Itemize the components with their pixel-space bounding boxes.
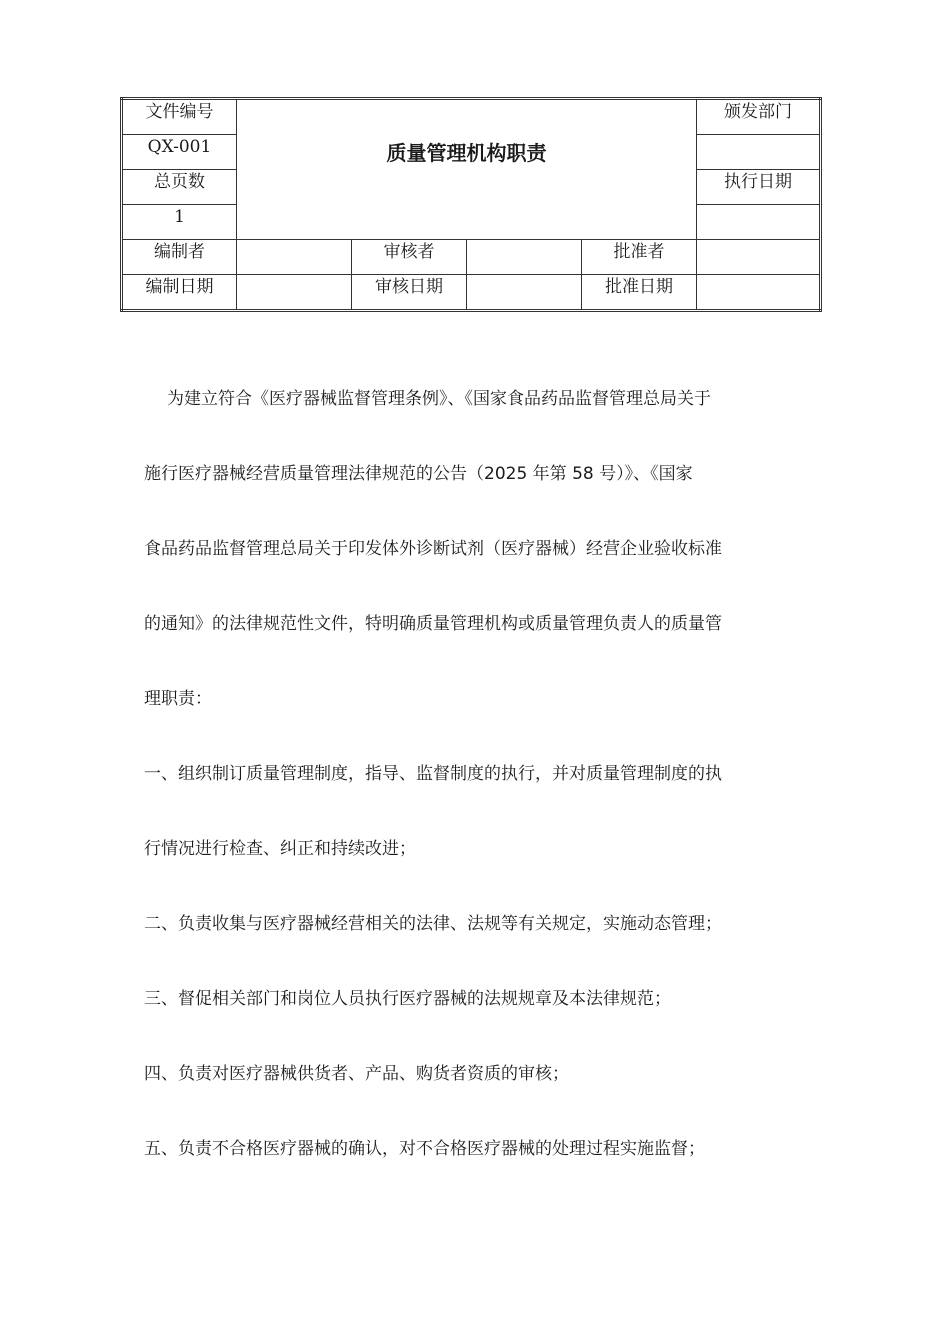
body-line: 三、督促相关部门和岗位人员执行医疗器械的法规规章及本法律规范； xyxy=(144,989,671,1009)
issuing-dept-value xyxy=(697,135,821,170)
approver-value xyxy=(697,240,821,275)
body-line: 行情况进行检查、纠正和持续改进； xyxy=(144,839,416,859)
approve-date-value xyxy=(697,275,821,311)
review-date-value xyxy=(467,275,582,311)
review-date-label: 审核日期 xyxy=(352,275,467,311)
approver-label: 批准者 xyxy=(582,240,697,275)
body-line: 一、组织制订质量管理制度，指导、监督制度的执行，并对质量管理制度的执 xyxy=(144,764,722,784)
author-label: 编制者 xyxy=(122,240,237,275)
file-number-value: QX-001 xyxy=(122,135,237,170)
reviewer-value xyxy=(467,240,582,275)
body-line: 为建立符合《医疗器械监督管理条例》、《国家食品药品监督管理总局关于 xyxy=(167,389,711,409)
execution-date-label: 执行日期 xyxy=(697,170,821,205)
author-value xyxy=(237,240,352,275)
approve-date-label: 批准日期 xyxy=(582,275,697,311)
document-body xyxy=(144,362,814,1187)
reviewer-label: 审核者 xyxy=(352,240,467,275)
body-line: 四、负责对医疗器械供货者、产品、购货者资质的审核； xyxy=(144,1064,569,1084)
author-date-value xyxy=(237,275,352,311)
body-line: 食品药品监督管理总局关于印发体外诊断试剂（医疗器械）经营企业验收标准 xyxy=(144,539,722,559)
document-title-cell xyxy=(237,99,697,240)
execution-date-value xyxy=(697,205,821,240)
document-header-table xyxy=(120,97,822,312)
total-pages-value: 1 xyxy=(122,205,237,240)
body-line: 施行医疗器械经营质量管理法律规范的公告（2025 年第 58 号）》、《国家 xyxy=(144,464,693,484)
issuing-dept-label: 颁发部门 xyxy=(697,99,821,135)
author-date-label: 编制日期 xyxy=(122,275,237,311)
body-line: 二、负责收集与医疗器械经营相关的法律、法规等有关规定，实施动态管理； xyxy=(144,914,722,934)
total-pages-label: 总页数 xyxy=(122,170,237,205)
document-title: 质量管理机构职责 xyxy=(386,140,547,165)
file-number-label: 文件编号 xyxy=(122,99,237,135)
body-line: 理职责： xyxy=(144,689,212,709)
body-line: 五、负责不合格医疗器械的确认，对不合格医疗器械的处理过程实施监督； xyxy=(144,1139,705,1159)
body-line: 的通知》的法律规范性文件，特明确质量管理机构或质量管理负责人的质量管 xyxy=(144,614,722,634)
